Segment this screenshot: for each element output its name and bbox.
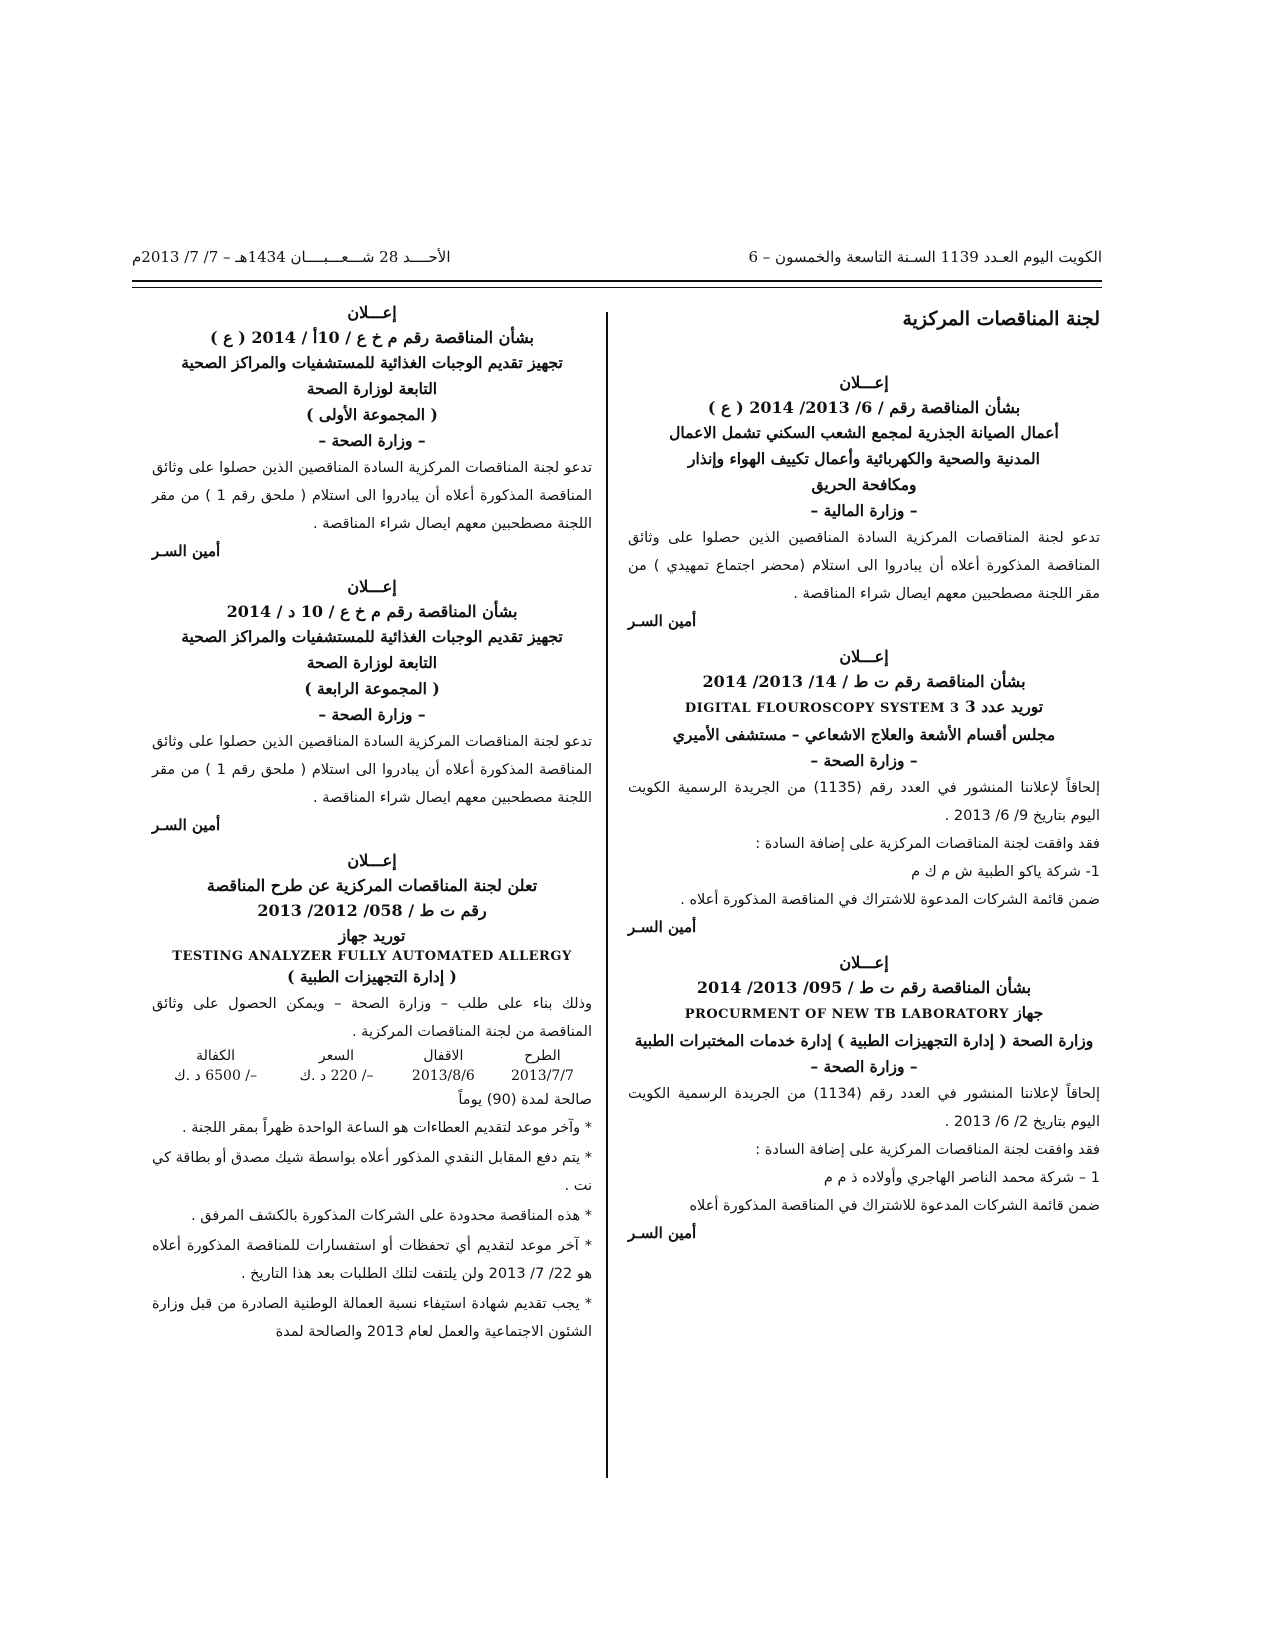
tender-ref: بشأن المناقصة رقم م خ ع / 10 د / 2014 [226,602,518,621]
note-item: * يتم دفع المقابل النقدي المذكور أعلاه بواسطة شيك مصدق أو بطاقة كي نت . [152,1150,592,1194]
issue-info: الكويت اليوم العـدد 1139 السـنة التاسعة والخمسون – 6 [748,248,1102,266]
validity-note: صالحة لمدة (90) يوماً [458,1092,592,1108]
ministry-name: – وزارة الصحة – [318,431,426,450]
supply-line [628,1000,1100,1028]
note-item: * وآخر موعد لتقديم العطاءات هو الساعة الواحدة ظهراً بمقر اللجنة . [181,1120,592,1136]
announcement-heading: إعـــلان [839,953,889,972]
announcement-heading: إعـــلان [839,647,889,666]
subject-line: ومكافحة الحريق [811,475,917,494]
signature: أمين السـر [628,918,697,936]
tender-ref: بشأن المناقصة رقم ت ط / 095/ 2013/ 2014 [696,978,1032,997]
terms-header-row [152,1046,592,1066]
signature: أمين السـر [152,816,221,834]
terms-header: السعر [318,1048,355,1064]
subject-line: وزارة الصحة ( إدارة التجهيزات الطبية ) إدارة خدمات المختبرات الطبية [634,1031,1094,1050]
supply-english: TESTING ANALYZER FULLY AUTOMATED ALLERGY [172,949,572,964]
tender-ref: بشأن المناقصة رقم م خ ع / 10أ / 2014 ( ع ) [209,328,534,347]
subject-line: أعمال الصيانة الجذرية لمجمع الشعب السكني تشمل الاعمال [669,423,1059,442]
ministry-name: – وزارة المالية – [810,501,918,520]
section-title: لجنة المناقصات المركزية [902,308,1100,330]
column-divider [606,312,608,1478]
ministry-name: – وزارة الصحة – [318,705,426,724]
tender-terms-table [152,1046,592,1086]
announcement-body: ضمن قائمة الشركات المدعوة للاشتراك في المناقصة المذكورة أعلاه . [680,892,1100,908]
supply-label: توريد جهاز [338,926,406,945]
subject-line: التابعة لوزارة الصحة [306,653,438,672]
header-rule [132,280,1102,282]
supply-label: جهاز [1014,1003,1044,1022]
announcement-heading: إعـــلان [347,303,397,322]
page-header [132,248,1102,272]
tender-ref: بشأن المناقصة رقم / 6/ 2013/ 2014 ( ع ) [707,398,1021,417]
company-item: 1- شركة ياكو الطبية ش م ك م [911,864,1100,880]
announcement-body: وذلك بناء على طلب – وزارة الصحة – ويمكن الحصول على وثائق المناقصة من لجنة المناقصات المركزية . [152,996,592,1040]
announcement-heading: إعـــلان [347,851,397,870]
signature: أمين السـر [152,542,221,560]
terms-value: –/ 6500 د .ك [174,1068,258,1084]
supply-label: توريد عدد 3 [964,697,1044,716]
note-item: * يجب تقديم شهادة استيفاء نسبة العمالة الوطنية الصادرة من قبل وزارة الشئون الاجتماعية والعمل لعام 2013 والصالحة لمدة [152,1296,592,1340]
subject-line: مجلس أقسام الأشعة والعلاج الاشعاعي – مستشفى الأميري [672,725,1056,744]
announcement-body: تدعو لجنة المناقصات المركزية السادة المناقصين الذين حصلوا على وثائق المناقصة المذكورة أعلاه أن يبادروا الى استلام ( ملحق رقم 1 ) من مقر اللجنة مصطحبين معهم ايصال شراء المناقصة . [152,734,592,806]
announcement-intro: تعلن لجنة المناقصات المركزية عن طرح المناقصة [206,876,538,895]
company-item: 1 – شركة محمد الناصر الهاجري وأولاده ذ م م [823,1170,1100,1186]
note-item: * هذه المناقصة محدودة على الشركات المذكورة بالكشف المرفق . [191,1208,592,1224]
announcement-2 [628,644,1100,936]
subject-line: التابعة لوزارة الصحة [306,379,438,398]
subject-line: تجهيز تقديم الوجبات الغذائية للمستشفيات والمراكز الصحية [181,353,563,372]
signature: أمين السـر [628,1224,697,1242]
announcement-5 [152,574,592,834]
announcement-1 [628,370,1100,630]
announcement-body: ضمن قائمة الشركات المدعوة للاشتراك في المناقصة المذكورة أعلاه [689,1198,1100,1214]
ministry-name: – وزارة الصحة – [810,751,918,770]
subject-line: ( المجموعة الرابعة ) [304,679,440,698]
announcement-body: إلحاقاً لإعلاننا المنشور في العدد رقم (1134) من الجريدة الرسمية الكويت اليوم بتاريخ 2/ 6/ 2013 . [628,1086,1100,1130]
announcement-body: تدعو لجنة المناقصات المركزية السادة المناقصين الذين حصلوا على وثائق المناقصة المذكورة أعلاه أن يبادروا الى استلام (محضر اجتماع تمهيدي ) من مقر اللجنة مصطحبين معهم ايصال شراء المناقصة . [628,530,1100,602]
terms-header: الطرح [524,1048,561,1064]
subject-line: ( المجموعة الأولى ) [306,405,438,424]
announcement-6 [152,848,592,1346]
announcement-4 [152,300,592,560]
terms-header: الكفالة [196,1048,236,1064]
subject-line: المدنية والصحية والكهربائية وأعمال تكييف الهواء وإنذار [688,449,1040,468]
left-column [152,300,592,1352]
announcement-body: إلحاقاً لإعلاننا المنشور في العدد رقم (1135) من الجريدة الرسمية الكويت اليوم بتاريخ 9/ 6/ 2013 . [628,780,1100,824]
terms-value: 2013/7/7 [511,1068,574,1084]
header-rule-thin [132,287,1102,288]
tender-ref: بشأن المناقصة رقم ت ط / 14/ 2013/ 2014 [702,672,1026,691]
issue-date: الأحــــد 28 شـــعـــبــــان 1434هـ – 7/ 7/ 2013م [132,248,451,266]
announcement-heading: إعـــلان [347,577,397,596]
announcement-body: تدعو لجنة المناقصات المركزية السادة المناقصين الذين حصلوا على وثائق المناقصة المذكورة أعلاه أن يبادروا الى استلام ( ملحق رقم 1 ) من مقر اللجنة مصطحبين معهم ايصال شراء المناقصة . [152,460,592,532]
terms-value: –/ 220 د .ك [299,1068,374,1084]
supply-english: PROCURMENT OF NEW TB LABORATORY [684,1007,1009,1022]
note-item: * آخر موعد لتقديم أي تحفظات أو استفسارات للمناقصة المذكورة أعلاه هو 22/ 7/ 2013 ولن يلتفت لتلك الطلبات بعد هذا التاريخ . [152,1238,592,1282]
right-column [628,300,1100,1256]
announcement-body: فقد وافقت لجنة المناقصات المركزية على إضافة السادة : [755,1142,1100,1158]
terms-value: 2013/8/6 [411,1068,475,1084]
announcement-heading: إعـــلان [839,373,889,392]
terms-value-row [152,1066,592,1086]
announcement-body: فقد وافقت لجنة المناقصات المركزية على إضافة السادة : [755,836,1100,852]
signature: أمين السـر [628,612,697,630]
supply-line [628,694,1100,722]
supply-english: DIGITAL FLOUROSCOPY SYSTEM 3 [684,701,960,716]
department-name: ( إدارة التجهيزات الطبية ) [287,967,457,986]
ministry-name: – وزارة الصحة – [810,1057,918,1076]
tender-ref: رقم ت ط / 058/ 2012/ 2013 [257,901,487,920]
terms-header: الاقفال [423,1048,464,1064]
subject-line: تجهيز تقديم الوجبات الغذائية للمستشفيات والمراكز الصحية [181,627,563,646]
announcement-3 [628,950,1100,1242]
